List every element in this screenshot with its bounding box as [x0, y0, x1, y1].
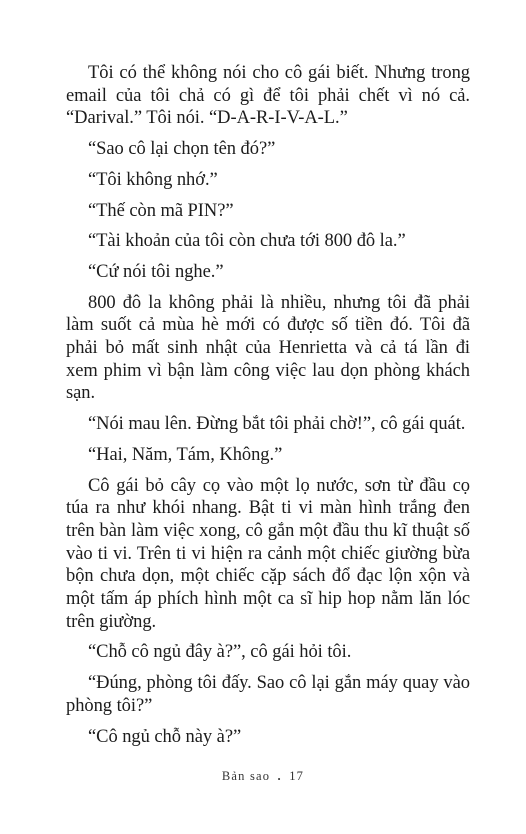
paragraph: Cô gái bỏ cây cọ vào một lọ nước, sơn từ đầu cọ túa ra như khói nhang. Bật ti vi màn hình trắng đen trên bàn làm việc xong, cô gắn một đầu thu kĩ thuật số vào ti vi. Trên ti vi hiện ra cảnh một chiếc giường bừa bộn chưa dọn, một chiếc cặp sách đổ đạc lộn xộn và một tấm áp phích hình một ca sĩ hip hop nằm lăn lóc trên giường.	[66, 475, 470, 632]
paragraph: “Hai, Năm, Tám, Không.”	[88, 444, 283, 465]
page-number: 17	[289, 769, 305, 783]
paragraph: Tôi có thể không nói cho cô gái biết. Nhưng trong email của tôi chả có gì để tôi phải chết vì nó cả. “Darival.” Tôi nói. “D-A-R-I-V-A-L.”	[66, 63, 470, 129]
paragraph: “Thế còn mã PIN?”	[88, 200, 234, 221]
paragraph: “Tôi không nhớ.”	[88, 169, 218, 190]
paragraph: 800 đô la không phải là nhiều, nhưng tôi đã phải làm suốt cả mùa hè mới có được số tiền đó. Tôi đã phải bỏ mất sinh nhật của Henrietta và cả tá lần đi xem phim vì bận làm công việc lau dọn phòng khách sạn.	[66, 292, 470, 404]
paragraph: “Cứ nói tôi nghe.”	[88, 261, 224, 282]
paragraph: “Tài khoản của tôi còn chưa tới 800 đô la.”	[88, 231, 406, 252]
page-footer	[0, 769, 526, 784]
paragraph: “Sao cô lại chọn tên đó?”	[88, 139, 276, 160]
page-body	[66, 62, 470, 756]
paragraph: “Cô ngủ chỗ này à?”	[88, 726, 242, 747]
paragraph: “Đúng, phòng tôi đấy. Sao cô lại gắn máy quay vào phòng tôi?”	[66, 673, 470, 716]
separator-dot: .	[277, 769, 282, 783]
book-title: Bản sao	[221, 769, 271, 783]
paragraph: “Chỗ cô ngủ đây à?”, cô gái hỏi tôi.	[88, 642, 352, 663]
paragraph: “Nói mau lên. Đừng bắt tôi phải chờ!”, cô gái quát.	[88, 414, 466, 435]
